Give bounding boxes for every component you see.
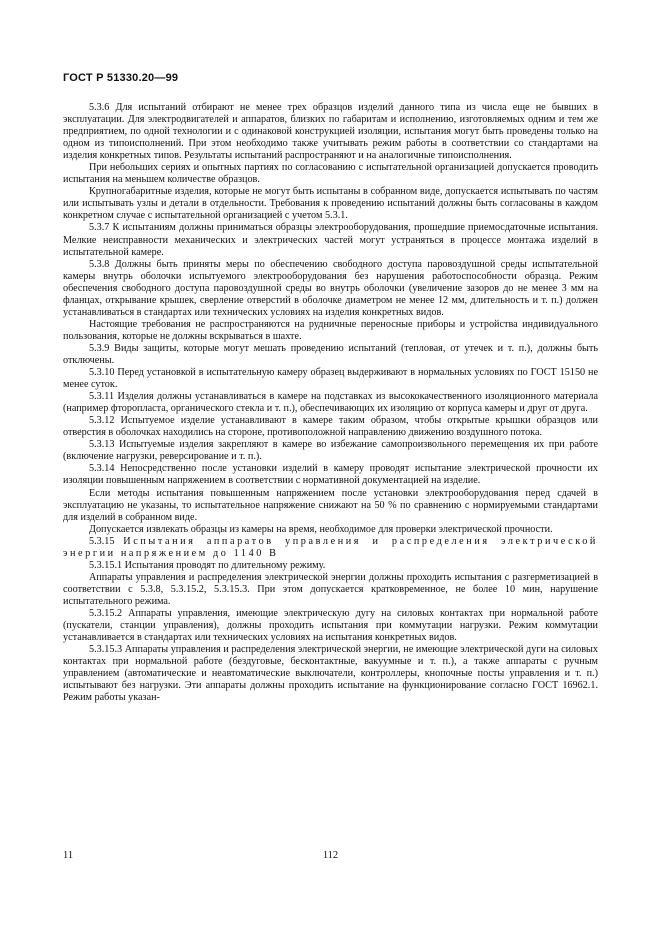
paragraph: При небольших сериях и опытных партиях по согласованию с испытательной организацией допускается проводить испытания на меньшем количестве образцов. — [63, 162, 598, 186]
page-number: 112 — [322, 850, 339, 861]
footer-left-number: 11 — [63, 850, 74, 861]
paragraph: Если методы испытания повышенным напряжением после установки электрооборудования перед сдачей в эксплуатацию не указаны, то испытательное напряжение снижают на 50 % по сравнению с нормируемыми стандартами для изделий в собранном виде. — [63, 487, 598, 523]
paragraph: Настоящие требования не распространяются на рудничные переносные приборы и устройства индивидуального пользования, которые не должны вскрываться в шахте. — [63, 318, 598, 342]
paragraph: 5.3.10 Перед установкой в испытательную камеру образец выдерживают в нормальных условиях по ГОСТ 15150 не менее суток. — [63, 367, 598, 391]
paragraph: 5.3.11 Изделия должны устанавливаться в камере на подставках из высококачественного изоляционного материала (например фторопласта, органического стекла и т. п.), обеспечивающих их изоляцию от корпуса камеры и друг от друга. — [63, 391, 598, 415]
paragraph: 5.3.15.3 Аппараты управления и распределения электрической энергии, не имеющие электрической дуги на силовых контактах при нормальной работе (бездуговые, бесконтактные, вакуумные и т. п.), а также аппараты с ручным управлением (автоматические и неавтоматические выключатели, контроллеры, кнопочные посты управления и т. п.) испытывают без нагрузки. Эти аппараты должны проходить испытание на функционирование согласно ГОСТ 16962.1. Режим работы указан- — [63, 644, 598, 704]
paragraph: 5.3.13 Испытуемые изделия закрепляют в камере во избежание самопроизвольного перемещения их при работе (включение нагрузки, реверсирование и т. п.). — [63, 439, 598, 463]
paragraph: Крупногабаритные изделия, которые не могут быть испытаны в собранном виде, допускается испытывать по частям или испытывать узлы и детали в отдельности. Требования к проведению испытаний должны быть согласованы в каждом конкретном случае с испытательной организацией с учетом 5.3.1. — [63, 186, 598, 222]
document-header: ГОСТ Р 51330.20—99 — [63, 72, 179, 84]
paragraph: 5.3.15.2 Аппараты управления, имеющие электрическую дугу на силовых контактах при нормальной работе (пускатели, станции управления), должны проходить испытания при коммутации нагрузки. Режим коммутации устанавливается в стандартах или технических условиях на испытания конкретных видов. — [63, 607, 598, 644]
paragraph: Аппараты управления и распределения электрической энергии должны проходить испытания с разгерметизацией в соответствии с 5.3.8, 5.3.15.2, 5.3.15.3. При этом допускается кратковременное, не более 10 мин, нарушение испытательного режима. — [63, 571, 598, 607]
section-title: Испытания аппаратов управления и распределения электрической энергии напряжением до 1140 В — [63, 535, 598, 559]
paragraph: 5.3.12 Испытуемое изделие устанавливают в камере таким образом, чтобы открытые крышки образцов или отверстия в оболочках находились на стороне, противоположной направлению движению воздушного потока. — [63, 415, 598, 439]
paragraph: 5.3.6 Для испытаний отбирают не менее трех образцов изделий данного типа из числа еще не бывших в эксплуатации. Для электродвигателей и аппаратов, близких по габаритам и исполнению, изготовляемых одним и тем же предприятием, по одной технологии и с одинаковой конструкцией изоляции, испытания могут быть проведены только на одном из типоисполнений. При этом необходимо также учитывать режим работы в соответствии со стандартами на изделия конкретных типов. Результаты испытаний распространяют и на аналогичные типоисполнения. — [63, 102, 598, 162]
paragraph: Допускается извлекать образцы из камеры на время, необходимое для проверки электрической прочности. — [89, 523, 553, 535]
section-number: 5.3.15 — [89, 535, 115, 547]
paragraph: 5.3.15.1 Испытания проводят по длительному режиму. — [89, 559, 326, 571]
paragraph: 5.3.14 Непосредственно после установки изделий в камеру проводят испытание электрической прочности их изоляции повышенным напряжением в соответствии с нормативной документацией на изделие. — [63, 463, 598, 487]
section-heading — [63, 536, 598, 560]
document-body — [63, 102, 598, 704]
paragraph: 5.3.7 К испытаниям должны приниматься образцы электрооборудования, прошедшие приемосдаточные испытания. Мелкие неисправности механических и электрических частей могут устраняться в процессе монтажа изделий в испытательной камере. — [63, 222, 598, 258]
paragraph: 5.3.9 Виды защиты, которые могут мешать проведению испытаний (тепловая, от утечек и т. п.), должны быть отключены. — [63, 342, 598, 366]
paragraph: 5.3.8 Должны быть приняты меры по обеспечению свободного доступа паровоздушной среды испытательной камеры внутрь оболочки испытуемого электрооборудования без нарушения работоспособности образца. Режим обеспечения свободного доступа паровоздушной среды во внутрь оболочки (увеличение зазоров до не менее 3 мм на фланцах, открывание крышек, сверление отверстий в оболочке диаметром не менее 12 мм, длительность и т. п.) должен устанавливаться в стандартах или технических условиях на изделия конкретных видов. — [63, 258, 598, 318]
